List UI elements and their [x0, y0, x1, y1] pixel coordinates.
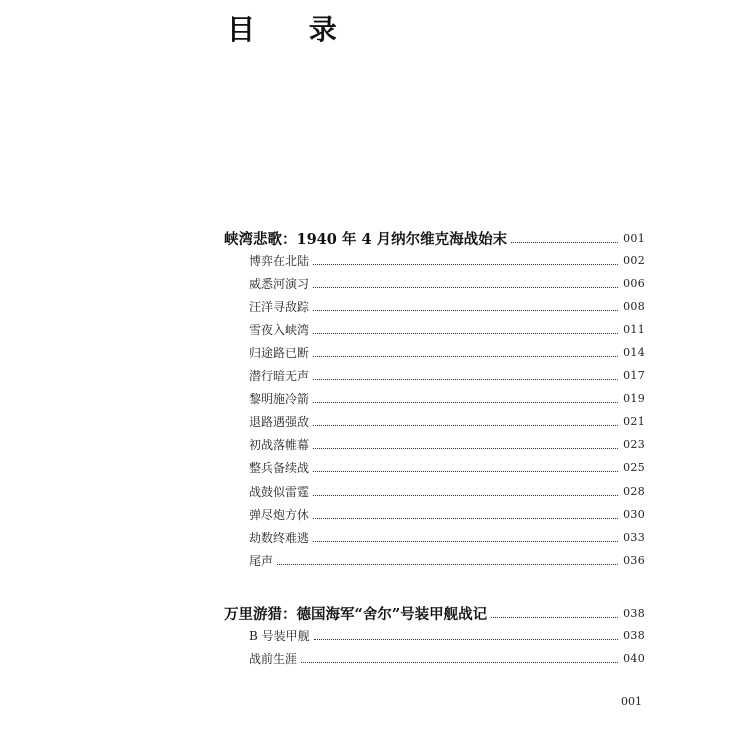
toc-chapter-entry — [249, 436, 645, 454]
chapter-title: 威悉河演习 — [249, 276, 310, 291]
page-title: 目 录 — [227, 13, 359, 46]
page-number: 030 — [623, 507, 645, 521]
toc-chapter-entry — [249, 390, 645, 408]
toc-part-entry — [224, 228, 645, 248]
chapter-title: 初战落帷幕 — [249, 438, 310, 453]
page-number: 021 — [623, 415, 645, 429]
chapter-title: 黎明施冷箭 — [249, 392, 310, 407]
page-number: 008 — [623, 299, 645, 313]
toc-chapter-entry — [249, 459, 645, 477]
chapter-title: 博弈在北陆 — [249, 253, 310, 268]
toc-chapter-entry — [249, 482, 645, 500]
page-number: 038 — [623, 606, 645, 620]
dot-leader — [313, 402, 618, 403]
page-number: 036 — [623, 553, 645, 567]
page-number: 040 — [623, 651, 645, 665]
page-number: 017 — [623, 369, 645, 382]
page-number: 023 — [623, 438, 645, 452]
dot-leader — [313, 471, 618, 472]
dot-leader — [491, 617, 618, 618]
dot-leader — [277, 564, 618, 565]
chapter-title: 战前生涯 — [249, 651, 298, 666]
toc-chapter-entry — [249, 343, 645, 361]
toc-chapter-entry — [249, 649, 645, 667]
dot-leader — [313, 495, 618, 496]
part-title: 峡湾悲歌：1940 年 4 月纳尔维克海战始末 — [224, 230, 508, 248]
toc-chapter-entry — [249, 367, 645, 385]
toc-chapter-entry — [249, 413, 645, 431]
page-number: 011 — [623, 322, 645, 336]
dot-leader — [313, 264, 618, 265]
chapter-title: 退路遇强敌 — [249, 415, 310, 430]
page-number: 028 — [623, 484, 645, 498]
chapter-title: 汪洋寻敌踪 — [249, 299, 310, 314]
toc-chapter-entry — [249, 274, 645, 292]
dot-leader — [313, 541, 618, 542]
dot-leader — [313, 425, 618, 426]
toc-chapter-entry — [249, 251, 645, 269]
toc-chapter-entry — [249, 320, 645, 338]
chapter-title: 战鼓似雷霆 — [249, 484, 310, 499]
page-number: 002 — [623, 253, 645, 267]
chapter-title: B 号装甲舰 — [249, 628, 310, 643]
toc-chapter-entry — [249, 505, 645, 523]
chapter-title: 雪夜入峡湾 — [249, 322, 310, 337]
page-number: 025 — [623, 461, 645, 475]
page-number: 033 — [623, 530, 645, 544]
toc-chapter-entry — [249, 551, 645, 569]
dot-leader — [313, 518, 618, 519]
toc-chapter-entry — [249, 297, 645, 315]
chapter-title: 整兵备续战 — [249, 461, 310, 476]
dot-leader — [313, 287, 618, 288]
page-number: 014 — [623, 345, 645, 359]
dot-leader — [314, 639, 618, 640]
dot-leader — [313, 448, 618, 449]
page-number: 001 — [623, 231, 645, 245]
part-title: 万里游猎：德国海军“舍尔”号装甲舰战记 — [224, 605, 488, 623]
page-number: 006 — [623, 276, 645, 290]
chapter-title: 归途路已断 — [249, 345, 310, 360]
dot-leader — [313, 379, 618, 380]
chapter-title: 弹尽炮方休 — [249, 507, 310, 522]
dot-leader — [313, 310, 618, 311]
dot-leader — [313, 333, 618, 334]
chapter-title: 劫数终难逃 — [249, 530, 310, 545]
toc-chapter-entry — [249, 626, 645, 644]
dot-leader — [511, 242, 618, 243]
folio-page-number: 001 — [621, 695, 642, 708]
dot-leader — [301, 662, 618, 663]
page-number: 019 — [623, 392, 645, 406]
toc-chapter-entry — [249, 528, 645, 546]
chapter-title: 潜行暗无声 — [249, 369, 310, 383]
chapter-title: 尾声 — [249, 553, 274, 568]
dot-leader — [313, 356, 618, 357]
page-number: 038 — [623, 628, 645, 642]
toc-part-entry — [224, 603, 645, 623]
